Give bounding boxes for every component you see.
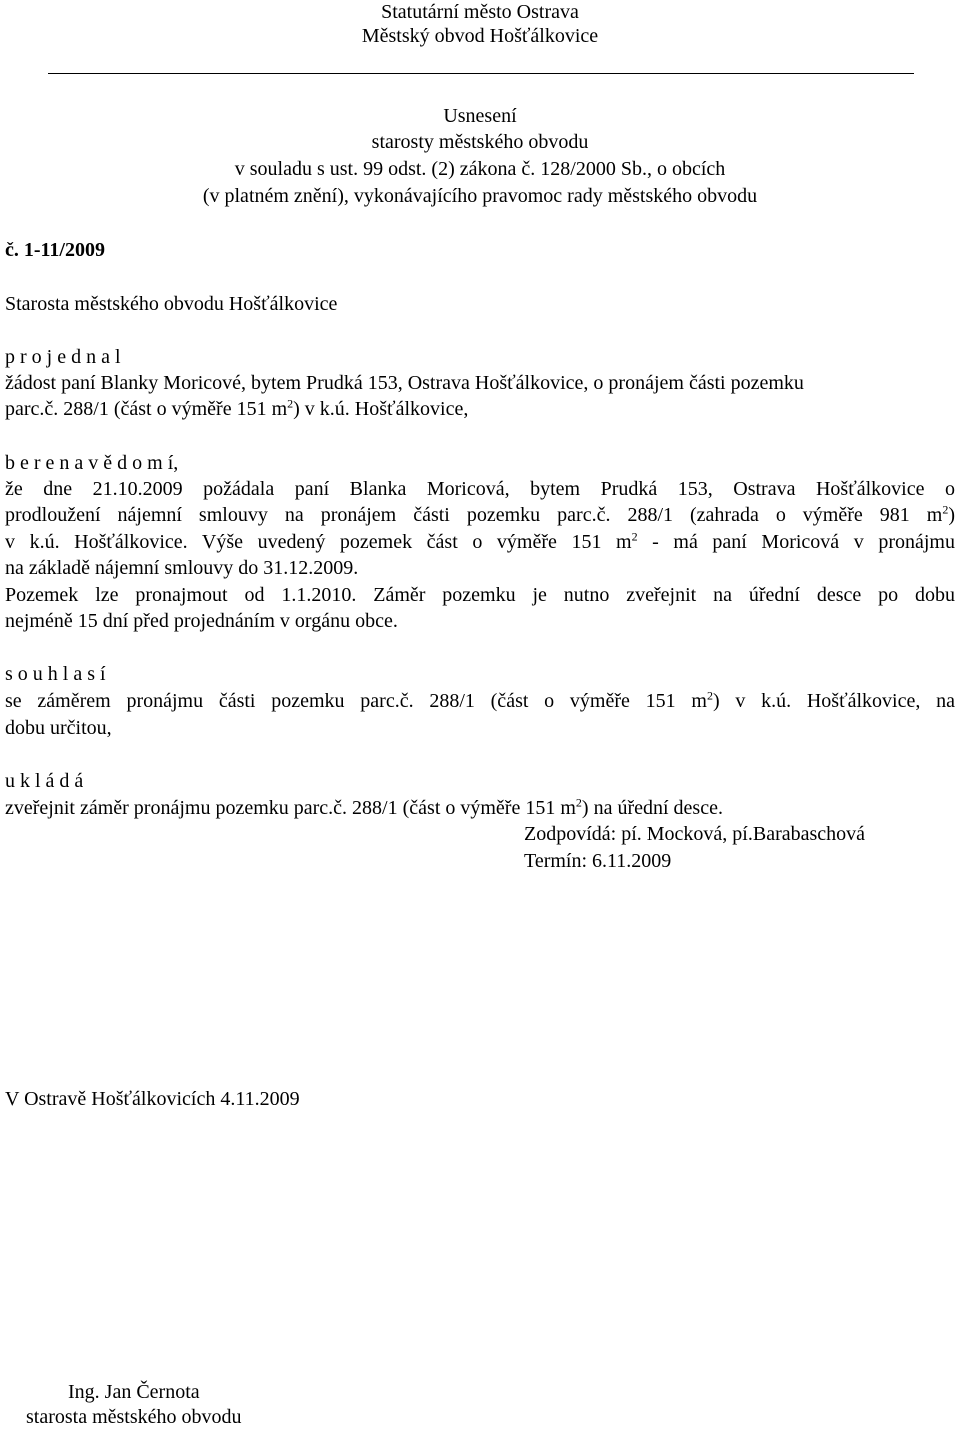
header-city: Statutární město Ostrava	[381, 1, 579, 23]
heading-souhlasi: s o u h l a s í	[5, 663, 106, 685]
signature-name: Ing. Jan Černota	[68, 1381, 200, 1403]
uklada-deadline: Termín: 6.11.2009	[524, 850, 672, 872]
bere-line-3: v k.ú. Hošťálkovice. Výše uvedený pozemek část o výměře 151 $m^2$ - má paní Moricová v pronájmu	[5, 529, 955, 553]
title-line-3: v souladu s ust. 99 odst. (2) zákona č. 128/2000 Sb., o obcích	[234, 158, 726, 180]
header-district: Městský obvod Hošťálkovice	[361, 25, 599, 47]
heading-bere-na-vedomi: b e r e n a v ě d o m í,	[5, 452, 179, 474]
heading-uklada: u k l á d á	[5, 770, 84, 792]
title-line-4: (v platném znění), vykonávajícího pravomoc rady městského obvodu	[202, 185, 758, 207]
place-date: V Ostravě Hošťálkovicích 4.11.2009	[5, 1088, 300, 1110]
title-line-2: starosty městského obvodu	[371, 131, 589, 153]
resolution-number: č. 1-11/2009	[5, 239, 105, 261]
signature-role: starosta městského obvodu	[26, 1406, 242, 1428]
bere-line-2: prodloužení nájemní smlouvy na pronájem části pozemku parc.č. 288/1 (zahrada o výměře 981 $m^2$)	[5, 502, 955, 526]
uklada-responsible: Zodpovídá: pí. Mocková, pí.Barabaschová	[524, 823, 866, 845]
bere-line-6: nejméně 15 dní před projednáním v orgánu obce.	[5, 610, 398, 632]
bere-line-4: na základě nájemní smlouvy do 31.12.2009.	[5, 557, 359, 579]
projednal-line-2: parc.č. 288/1 (část o výměře 151 $m^2$) v k.ú. Hošťálkovice,	[5, 396, 469, 420]
projednal-line-1: žádost paní Blanky Moricové, bytem Prudká 153, Ostrava Hošťálkovice, o pronájem části pozemku	[5, 372, 804, 394]
souhlasi-line-2: dobu určitou,	[5, 717, 112, 739]
issuer: Starosta městského obvodu Hošťálkovice	[5, 293, 338, 315]
souhlasi-line-1: se záměrem pronájmu části pozemku parc.č. 288/1 (část o výměře 151 $m^2$) v k.ú. Hošťálkovice, na	[5, 688, 955, 712]
document-title: Usnesení	[443, 105, 517, 127]
heading-projednal: p r o j e d n a l	[5, 346, 121, 368]
bere-line-5: Pozemek lze pronajmout od 1.1.2010. Záměr pozemku je nutno zveřejnit na úřední desce po dobu	[5, 584, 955, 606]
bere-line-1: že dne 21.10.2009 požádala paní Blanka Moricová, bytem Prudká 153, Ostrava Hošťálkovice o	[5, 478, 955, 500]
uklada-line-1: zveřejnit záměr pronájmu pozemku parc.č. 288/1 (část o výměře 151 $m^2$) na úřední desce.	[5, 795, 723, 819]
header-divider	[48, 73, 914, 74]
